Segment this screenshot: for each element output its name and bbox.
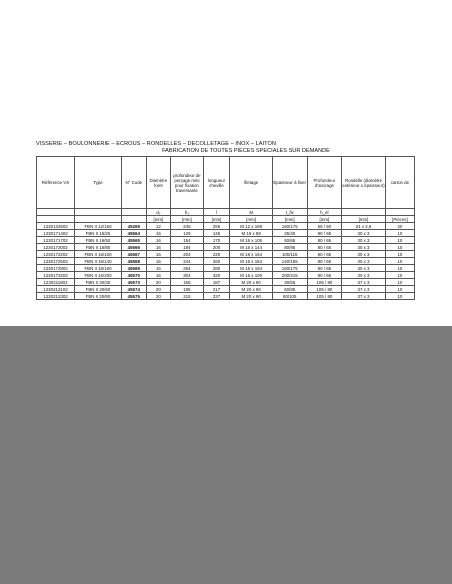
table-cell: 10: [385, 286, 414, 293]
table-cell: 10: [385, 279, 414, 286]
table-cell: M 20 x 90: [230, 286, 272, 293]
col-carton: carton de: [385, 157, 414, 209]
table-cell: 25/40: [272, 230, 307, 237]
table-cell: 1230212302: [37, 293, 75, 300]
table-cell: 200: [203, 244, 230, 251]
code-cell: 45570: [121, 272, 146, 279]
code-cell: 45574: [121, 286, 146, 293]
table-cell: 37 x 3: [342, 286, 386, 293]
symbol-row: [37, 209, 415, 216]
table-cell: FBN II 20/80: [75, 293, 122, 300]
table-cell: 160/175: [272, 265, 307, 272]
table-cell: 200/215: [272, 272, 307, 279]
unit-cell: [121, 216, 146, 223]
table-cell: 105 / 80: [307, 286, 342, 293]
table-cell: 50/65: [272, 237, 307, 244]
table-cell: 16: [146, 258, 171, 265]
table-row: [37, 223, 415, 230]
table-cell: 220: [203, 251, 230, 258]
table-cell: 20: [146, 293, 171, 300]
table-row: [37, 272, 415, 279]
symbol-cell: [37, 209, 75, 216]
table-cell: FBN II 16/160: [75, 265, 122, 272]
table-cell: 1230171702: [37, 237, 75, 244]
table-cell: 105 / 80: [307, 293, 342, 300]
table-cell: 30 x 3: [342, 258, 386, 265]
table-row: [37, 237, 415, 244]
table-cell: M 16 x 184: [230, 258, 272, 265]
table-cell: M 16 x 89: [230, 230, 272, 237]
table-cell: 100/115: [272, 251, 307, 258]
table-cell: 215: [171, 293, 203, 300]
table-cell: 204: [171, 251, 203, 258]
header-line-1: VISSERIE – BOULONNERIE – ECROUS – RONDELLES – DECOLLETAGE – INOX – LAITON: [36, 141, 277, 147]
table-cell: FBN II 16/50: [75, 237, 122, 244]
table-cell: 30 x 3: [342, 272, 386, 279]
table-cell: 80 / 65: [307, 258, 342, 265]
table-cell: 237: [203, 293, 230, 300]
symbol-cell: [385, 209, 414, 216]
code-cell: 45564: [121, 230, 146, 237]
table-cell: M 20 x 90: [230, 279, 272, 286]
table-cell: 165: [171, 279, 203, 286]
col-anchor-length: longueur cheville: [203, 157, 230, 209]
code-cell: 45565: [121, 237, 146, 244]
table-cell: FBN II 12/160: [75, 223, 122, 230]
table-cell: 1230172802: [37, 265, 75, 272]
unit-cell: [75, 216, 122, 223]
col-drill-diameter: Diamètre foret: [146, 157, 171, 209]
code-cell: 45575: [121, 293, 146, 300]
table-cell: 60/85: [272, 286, 307, 293]
col-anchor-depth: Profondeur d'ancrage: [307, 157, 342, 209]
table-cell: M 16 x 184: [230, 265, 272, 272]
table-cell: 1230172002: [37, 244, 75, 251]
table-cell: FBN II 16/200: [75, 272, 122, 279]
symbol-cell: [75, 209, 122, 216]
table-cell: 10: [385, 258, 414, 265]
table-cell: 20: [146, 286, 171, 293]
table-row: [37, 293, 415, 300]
table-cell: 10: [385, 244, 414, 251]
table-cell: 1230132502: [37, 223, 75, 230]
symbol-cell: t_fix: [272, 209, 307, 216]
spec-table: [36, 156, 415, 300]
table-cell: M 12 x 189: [230, 223, 272, 230]
table-row: [37, 265, 415, 272]
table-cell: 24 x 2,5: [342, 223, 386, 230]
table-row: [37, 279, 415, 286]
table-cell: 16: [146, 244, 171, 251]
table-cell: 80 / 65: [307, 230, 342, 237]
table-cell: 1230172202: [37, 251, 75, 258]
table-cell: 30 x 3: [342, 230, 386, 237]
table-cell: FBN II 16/80: [75, 244, 122, 251]
col-type: Type: [75, 157, 122, 209]
table-cell: 30 x 3: [342, 265, 386, 272]
col-reference: Référence VS: [37, 157, 75, 209]
col-thread: filetage: [230, 157, 272, 209]
unit-cell: [mm]: [230, 216, 272, 223]
symbol-cell: h₁: [171, 209, 203, 216]
unit-cell: [mm]: [146, 216, 171, 223]
table-cell: M 16 x 164: [230, 251, 272, 258]
table-cell: 37 x 3: [342, 293, 386, 300]
table-cell: 30 x 3: [342, 244, 386, 251]
table-cell: FBN II 16/25: [75, 230, 122, 237]
symbol-cell: M: [230, 209, 272, 216]
table-cell: 65 / 50: [307, 223, 342, 230]
table-cell: 304: [171, 272, 203, 279]
table-cell: 10: [385, 272, 414, 279]
code-cell: 45569: [121, 265, 146, 272]
table-cell: 12: [146, 223, 171, 230]
header-line-2: FABRICATION DE TOUTES PIECES SPECIALES SUR DEMANDE: [162, 148, 330, 154]
symbol-cell: h_ef: [307, 209, 342, 216]
table-cell: 170: [203, 237, 230, 244]
symbol-cell: [121, 209, 146, 216]
table-cell: 10: [385, 265, 414, 272]
table-cell: 16: [146, 272, 171, 279]
table-cell: 320: [203, 272, 230, 279]
table-row: [37, 244, 415, 251]
symbol-cell: l: [203, 209, 230, 216]
table-cell: FBN II 16/140: [75, 258, 122, 265]
code-cell: 45568: [121, 258, 146, 265]
table-cell: 80/95: [272, 244, 307, 251]
table-cell: 80/105: [272, 293, 307, 300]
table-cell: 16: [146, 230, 171, 237]
table-cell: 154: [171, 237, 203, 244]
unit-cell: [mm]: [342, 216, 386, 223]
table-cell: 1230173202: [37, 272, 75, 279]
table-cell: 80 / 65: [307, 244, 342, 251]
table-cell: 30 x 3: [342, 251, 386, 258]
table-cell: 264: [171, 265, 203, 272]
table-cell: 16: [146, 265, 171, 272]
code-cell: 45573: [121, 279, 146, 286]
code-cell: 45567: [121, 251, 146, 258]
col-fixture-thickness: Epaisseur à fixer: [272, 157, 307, 209]
table-cell: M 16 x 105: [230, 237, 272, 244]
col-drill-depth: profondeur de perçage mini pour fixation traversante: [171, 157, 203, 209]
table-cell: M 16 x 144: [230, 244, 272, 251]
unit-cell: [37, 216, 75, 223]
table-row: [37, 286, 415, 293]
unit-cell: [mm]: [307, 216, 342, 223]
table-cell: 80 / 65: [307, 272, 342, 279]
table-cell: 80 / 65: [307, 265, 342, 272]
table-cell: 1230211802: [37, 279, 75, 286]
table-cell: 187: [203, 279, 230, 286]
col-washer: Rondelle (diamètre extérieur x épaisseur): [342, 157, 386, 209]
table-cell: 30/55: [272, 279, 307, 286]
table-cell: 10: [385, 293, 414, 300]
table-cell: FBN II 20/30: [75, 279, 122, 286]
table-cell: 260: [203, 258, 230, 265]
table-row: [37, 251, 415, 258]
table-cell: 140/155: [272, 258, 307, 265]
unit-row: [37, 216, 415, 223]
symbol-cell: d₀: [146, 209, 171, 216]
table-cell: 80 / 65: [307, 237, 342, 244]
code-cell: 45269: [121, 223, 146, 230]
table-cell: 145: [203, 230, 230, 237]
table-cell: 20: [385, 223, 414, 230]
table-cell: M 20 x 90: [230, 293, 272, 300]
table-cell: 184: [171, 244, 203, 251]
table-cell: 245: [171, 223, 203, 230]
table-row: [37, 258, 415, 265]
unit-cell: [Pièces]: [385, 216, 414, 223]
table-row: [37, 230, 415, 237]
table-cell: 256: [203, 223, 230, 230]
table-cell: 10: [385, 230, 414, 237]
table-cell: 20: [146, 279, 171, 286]
table-cell: FBN II 20/60: [75, 286, 122, 293]
table-cell: 280: [203, 265, 230, 272]
table-cell: 217: [203, 286, 230, 293]
table-cell: FBN II 16/100: [75, 251, 122, 258]
symbol-cell: [342, 209, 386, 216]
document-header: [36, 141, 426, 155]
table-cell: 10: [385, 237, 414, 244]
table-cell: M 16 x 100: [230, 272, 272, 279]
table-cell: 1230171402: [37, 230, 75, 237]
gray-overlay: [0, 326, 452, 584]
table-cell: 16: [146, 237, 171, 244]
unit-cell: [mm]: [171, 216, 203, 223]
table-cell: 244: [171, 258, 203, 265]
table-cell: 10: [385, 251, 414, 258]
table-cell: 37 x 3: [342, 279, 386, 286]
unit-cell: [mm]: [272, 216, 307, 223]
code-cell: 45566: [121, 244, 146, 251]
table-cell: 1230172602: [37, 258, 75, 265]
table-cell: 195: [171, 286, 203, 293]
table-cell: 16: [146, 251, 171, 258]
table-cell: 80 / 65: [307, 251, 342, 258]
table-cell: 1230212102: [37, 286, 75, 293]
table-cell: 160/175: [272, 223, 307, 230]
table-cell: 105 / 80: [307, 279, 342, 286]
table-cell: 129: [171, 230, 203, 237]
table-cell: 30 x 3: [342, 237, 386, 244]
column-header-row: [37, 157, 415, 209]
col-code: N° Code: [121, 157, 146, 209]
unit-cell: [mm]: [203, 216, 230, 223]
